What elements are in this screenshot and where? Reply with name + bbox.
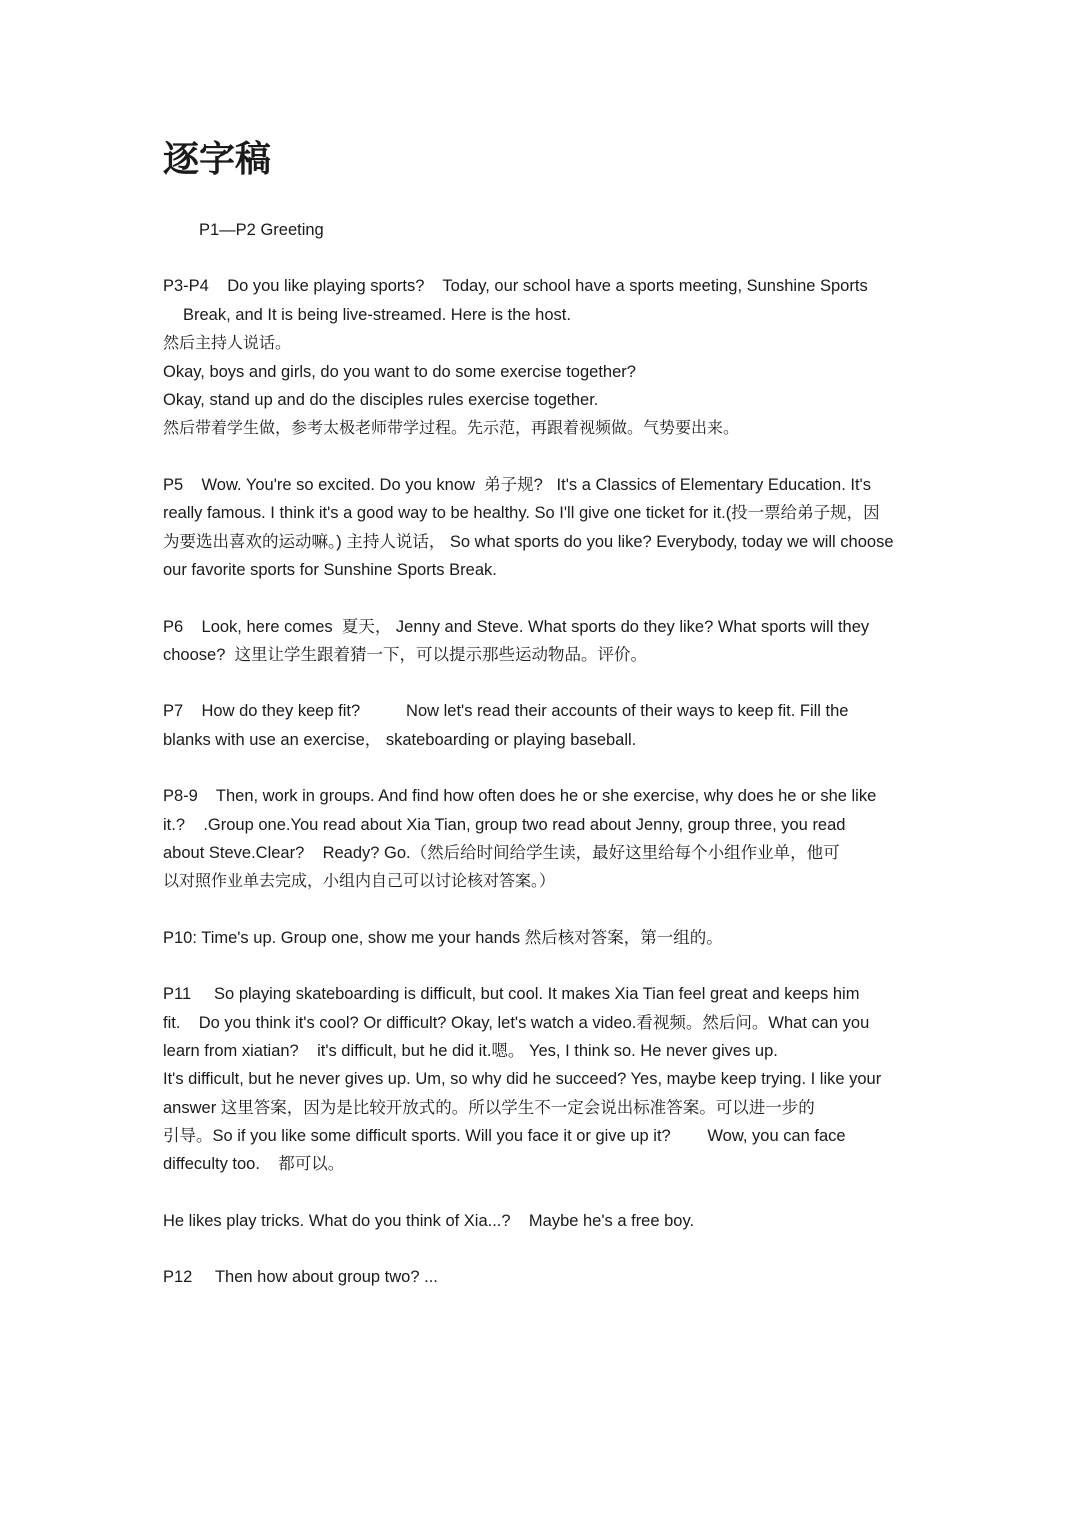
line-exercise-question: Okay, boys and girls, do you want to do some exercise together?: [163, 363, 636, 381]
line-p6: P6 Look, here comes 夏天， Jenny and Steve. What sports do they like? What sports will they: [163, 618, 870, 636]
line-p12: P12 Then how about group two? ...: [163, 1268, 438, 1286]
line-teacher-note: 然后带着学生做，参考太极老师带学过程。先示范，再跟着视频做。气势要出来。: [163, 418, 740, 437]
line-p8-9-cont-1: it.? .Group one.You read about Xia Tian, group two read about Jenny, group three, you read: [163, 816, 846, 834]
line-p8-9: P8-9 Then, work in groups. And find how often does he or she exercise, why does he or she like: [163, 787, 877, 805]
line-play-tricks: He likes play tricks. What do you think of Xia...? Maybe he's a free boy.: [163, 1212, 695, 1230]
line-p11-cont-1: fit. Do you think it's cool? Or difficult? Okay, let's watch a video.看视频。然后问。What can you: [163, 1014, 870, 1032]
line-p7-cont: blanks with use an exercise， skateboarding or playing baseball.: [163, 731, 637, 749]
line-p11-cont-4: answer 这里答案，因为是比较开放式的。所以学生不一定会说出标准答案。可以进一步的: [163, 1099, 815, 1117]
line-p5-cont-2: 为要选出喜欢的运动嘛。) 主持人说话， So what sports do you like? Everybody, today we will choose: [163, 533, 894, 551]
line-p5-cont-1: really famous. I think it's a good way to be healthy. So I'll give one ticket for it.(投一票给弟子规，因: [163, 504, 880, 522]
line-host-note: 然后主持人说话。: [163, 333, 292, 352]
line-p5-cont-3: our favorite sports for Sunshine Sports Break.: [163, 561, 497, 579]
line-p11: P11 So playing skateboarding is difficult, but cool. It makes Xia Tian feel great and keeps him: [163, 985, 860, 1003]
line-p3-p4-cont: Break, and It is being live-streamed. Here is the host.: [183, 306, 571, 324]
page-title: 逐字稿: [163, 138, 272, 180]
line-p11-cont-6: diffeculty too. 都可以。: [163, 1155, 345, 1173]
line-p5: P5 Wow. You're so excited. Do you know 弟子规? It's a Classics of Elementary Education. It's: [163, 476, 871, 494]
line-p1-p2: P1—P2 Greeting: [199, 221, 324, 239]
line-p7: P7 How do they keep fit? Now let's read their accounts of their ways to keep fit. Fill the: [163, 702, 849, 720]
line-p10: P10: Time's up. Group one, show me your hands 然后核对答案，第一组的。: [163, 929, 723, 947]
line-stand-up: Okay, stand up and do the disciples rules exercise together.: [163, 391, 599, 409]
line-p11-cont-5: 引导。So if you like some difficult sports. Will you face it or give up it? Wow, you can face: [163, 1127, 846, 1145]
line-p6-cont: choose? 这里让学生跟着猜一下，可以提示那些运动物品。评价。: [163, 646, 648, 664]
line-p11-cont-3: It's difficult, but he never gives up. Um, so why did he succeed? Yes, maybe keep trying. I like your: [163, 1070, 882, 1088]
line-p8-9-cont-3: 以对照作业单去完成，小组内自己可以讨论核对答案。）: [163, 871, 556, 890]
line-p8-9-cont-2: about Steve.Clear? Ready? Go.（然后给时间给学生读，最好这里给每个小组作业单，他可: [163, 844, 840, 862]
line-p11-cont-2: learn from xiatian? it's difficult, but he did it.嗯。 Yes, I think so. He never gives up.: [163, 1042, 778, 1060]
line-p3-p4: P3-P4 Do you like playing sports? Today, our school have a sports meeting, Sunshine Sports: [163, 277, 868, 295]
